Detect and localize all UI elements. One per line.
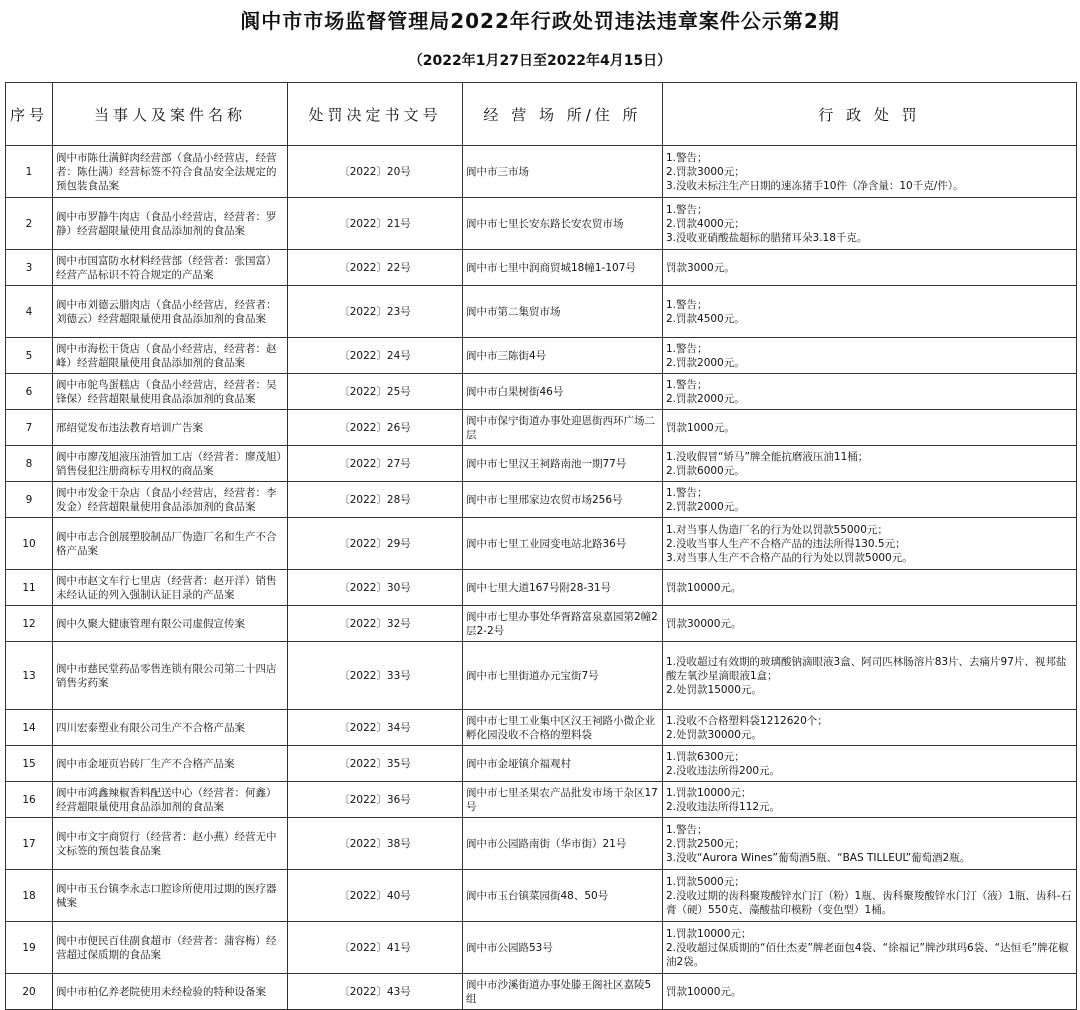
penalty-cell: [663, 146, 1077, 198]
penalty-cell: [663, 570, 1077, 606]
document-title: 阆中市市场监督管理局2022年行政处罚违法违章案件公示第2期: [240, 9, 840, 33]
row-number: 17: [6, 818, 53, 870]
row-number: 10: [6, 518, 53, 570]
case-name: 阆中市海松干货店（食品小经营店，经营者：赵峰）经营超限量使用食品添加剂的食品案: [53, 338, 288, 374]
case-name: 阆中久聚大健康管理有限公司虚假宣传案: [53, 606, 288, 642]
penalty-line: 罚款3000元。: [666, 261, 735, 274]
decision-number: 〔2022〕33号: [288, 642, 463, 710]
table-row: [6, 146, 1077, 198]
case-name: 阆中市国富防水材料经营部（经营者：张国富）经营产品标识不符合规定的产品案: [53, 250, 288, 286]
decision-number: 〔2022〕29号: [288, 518, 463, 570]
row-number: 19: [6, 922, 53, 974]
penalty-cell: [663, 710, 1077, 746]
header-no: 序号: [6, 83, 53, 146]
business-address: 阆中七里大道167号附28-31号: [463, 570, 663, 606]
business-address: 阆中市七里圣果农产品批发市场干杂区17号: [463, 782, 663, 818]
business-address: 阆中市七里办事处华胥路富泉嘉园第2幢2层2-2号: [463, 606, 663, 642]
penalty-line: 罚款10000元。: [666, 985, 742, 998]
case-name: 阆中市鸵鸟蛋糕店（食品小经营店，经营者：吴锋保）经营超限量使用食品添加剂的食品案: [53, 374, 288, 410]
penalty-line: 罚款1000元。: [666, 421, 735, 434]
penalty-cell: [663, 870, 1077, 922]
row-number: 15: [6, 746, 53, 782]
table-row: [6, 482, 1077, 518]
decision-number: 〔2022〕21号: [288, 198, 463, 250]
case-name: 阆中市廖茂旭液压油管加工店（经营者：廖茂旭）销售侵犯注册商标专用权的商品案: [53, 446, 288, 482]
table-row: [6, 710, 1077, 746]
penalty-line: 1.警告；: [666, 342, 708, 355]
row-number: 3: [6, 250, 53, 286]
decision-number: 〔2022〕30号: [288, 570, 463, 606]
business-address: 阆中市金垭镇介福观村: [463, 746, 663, 782]
decision-number: 〔2022〕25号: [288, 374, 463, 410]
penalty-line: 1.罚款5000元；: [666, 875, 745, 888]
penalty-cell: [663, 250, 1077, 286]
decision-number: 〔2022〕27号: [288, 446, 463, 482]
case-name: 阆中市陈仕满鲜肉经营部（食品小经营店，经营者：陈仕满）经营标签不符合食品安全法规定的预包装食品案: [53, 146, 288, 198]
penalty-cell: [663, 338, 1077, 374]
case-name: 阆中市赵文车行七里店（经营者：赵开洋）销售未经认证的列入强制认证目录的产品案: [53, 570, 288, 606]
penalty-line: 2.罚款3000元；: [666, 165, 745, 178]
penalty-line: 2.没收违法所得112元。: [666, 800, 781, 813]
case-name: 邢绍觉发布违法教育培训广告案: [53, 410, 288, 446]
business-address: 阆中市第二集贸市场: [463, 286, 663, 338]
case-name: 阆中市玉台镇李永志口腔诊所使用过期的医疗器械案: [53, 870, 288, 922]
business-address: 阆中市玉台镇菜园街48、50号: [463, 870, 663, 922]
header-party: 当事人及案件名称: [53, 83, 288, 146]
penalty-line: 3.对当事人生产不合格产品的行为处以罚款5000元。: [666, 551, 913, 564]
business-address: 阆中市三陈街4号: [463, 338, 663, 374]
case-name: 阆中市柏亿养老院使用未经检验的特种设备案: [53, 974, 288, 1010]
penalty-line: 罚款30000元。: [666, 617, 742, 630]
decision-number: 〔2022〕24号: [288, 338, 463, 374]
case-name: 阆中市罗静牛肉店（食品小经营店，经营者：罗静）经营超限量使用食品添加剂的食品案: [53, 198, 288, 250]
penalty-line: 1.没收假冒“矫马”牌全能抗磨液压油11桶；: [666, 450, 869, 463]
penalty-line: 1.罚款10000元；: [666, 927, 752, 940]
decision-number: 〔2022〕32号: [288, 606, 463, 642]
penalty-line: 2.罚款2500元；: [666, 837, 745, 850]
row-number: 13: [6, 642, 53, 710]
penalty-line: 罚款10000元。: [666, 581, 742, 594]
penalty-line: 1.警告；: [666, 378, 708, 391]
business-address: 阆中市七里长安东路长安农贸市场: [463, 198, 663, 250]
header-penalty: 行 政 处 罚: [663, 83, 1077, 146]
penalty-line: 1.警告；: [666, 203, 708, 216]
penalty-line: 2.没收当事人生产不合格产品的违法所得130.5元；: [666, 537, 906, 550]
penalty-table: [5, 82, 1077, 1010]
business-address: 阆中市七里街道办元宝街7号: [463, 642, 663, 710]
row-number: 9: [6, 482, 53, 518]
row-number: 4: [6, 286, 53, 338]
table-row: [6, 374, 1077, 410]
penalty-line: 2.没收违法所得200元。: [666, 764, 781, 777]
penalty-line: 1.没收超过有效期的玻璃酸钠滴眼液3盒、阿司匹林肠溶片83片、去痛片97片、视邦盐酸左氧沙星滴眼液1盒；: [666, 655, 1067, 682]
table-row: [6, 446, 1077, 482]
row-number: 11: [6, 570, 53, 606]
penalty-line: 2.罚款2000元。: [666, 392, 745, 405]
row-number: 6: [6, 374, 53, 410]
penalty-cell: [663, 482, 1077, 518]
decision-number: 〔2022〕35号: [288, 746, 463, 782]
row-number: 18: [6, 870, 53, 922]
business-address: 阆中市七里工业集中区汉王祠路小微企业孵化园没收不合格的塑料袋: [463, 710, 663, 746]
row-number: 12: [6, 606, 53, 642]
penalty-cell: [663, 818, 1077, 870]
business-address: 阆中市七里中润商贸城18幢1-107号: [463, 250, 663, 286]
penalty-line: 2.处罚款15000元。: [666, 683, 762, 696]
decision-number: 〔2022〕41号: [288, 922, 463, 974]
penalty-line: 2.没收过期的齿科聚羧酸锌水门汀（粉）1瓶、齿科聚羧酸锌水门汀（液）1瓶、齿科-石膏（硬）550克、藻酸盐印模粉（变色型）1桶。: [666, 889, 1072, 916]
decision-number: 〔2022〕40号: [288, 870, 463, 922]
case-name: 阆中市金垭页岩砖厂生产不合格产品案: [53, 746, 288, 782]
business-address: 阆中市七里汉王祠路南池一期77号: [463, 446, 663, 482]
penalty-line: 1.对当事人伪造厂名的行为处以罚款55000元；: [666, 523, 888, 536]
case-name: 阆中市鸿鑫辣椒香料配送中心（经营者：何鑫）经营超限量使用食品添加剂的食品案: [53, 782, 288, 818]
penalty-line: 2.罚款4000元；: [666, 217, 745, 230]
table-row: [6, 198, 1077, 250]
row-number: 16: [6, 782, 53, 818]
document-subtitle: （2022年1月27日至2022年4月15日）: [408, 53, 672, 69]
penalty-cell: [663, 922, 1077, 974]
business-address: 阆中市公园路南街（华市街）21号: [463, 818, 663, 870]
row-number: 1: [6, 146, 53, 198]
table-row: [6, 782, 1077, 818]
business-address: 阆中市七里工业园变电站北路36号: [463, 518, 663, 570]
business-address: 阆中市保宁街道办事处迎恩街西环广场二层: [463, 410, 663, 446]
header-decision-number: 处罚决定书文号: [288, 83, 463, 146]
penalty-line: 1.没收不合格塑料袋1212620个；: [666, 714, 828, 727]
decision-number: 〔2022〕26号: [288, 410, 463, 446]
penalty-line: 1.罚款6300元；: [666, 750, 745, 763]
decision-number: 〔2022〕20号: [288, 146, 463, 198]
penalty-cell: [663, 286, 1077, 338]
penalty-cell: [663, 374, 1077, 410]
penalty-line: 2.罚款6000元。: [666, 464, 745, 477]
decision-number: 〔2022〕23号: [288, 286, 463, 338]
row-number: 20: [6, 974, 53, 1010]
penalty-cell: [663, 746, 1077, 782]
table-body: [6, 146, 1077, 1010]
table-row: [6, 818, 1077, 870]
table-row: [6, 518, 1077, 570]
penalty-line: 1.警告；: [666, 823, 708, 836]
table-row: [6, 250, 1077, 286]
penalty-line: 2.罚款2000元。: [666, 356, 745, 369]
table-row: [6, 338, 1077, 374]
penalty-cell: [663, 606, 1077, 642]
case-name: 阆中市文宇商贸行（经营者：赵小燕）经营无中文标签的预包装食品案: [53, 818, 288, 870]
table-row: [6, 642, 1077, 710]
penalty-line: 3.没收“Aurora Wines”葡萄酒5瓶、“BAS TILLEUL”葡萄酒2瓶。: [666, 851, 971, 864]
penalty-line: 1.罚款10000元；: [666, 786, 752, 799]
decision-number: 〔2022〕36号: [288, 782, 463, 818]
case-name: 四川宏泰塑业有限公司生产不合格产品案: [53, 710, 288, 746]
row-number: 7: [6, 410, 53, 446]
penalty-line: 3.没收未标注生产日期的速冻猪手10件（净含量：10千克/件）。: [666, 179, 964, 192]
row-number: 2: [6, 198, 53, 250]
penalty-cell: [663, 782, 1077, 818]
business-address: 阆中市公园路53号: [463, 922, 663, 974]
decision-number: 〔2022〕38号: [288, 818, 463, 870]
table-row: [6, 922, 1077, 974]
case-name: 阆中市慈民堂药品零售连锁有限公司第二十四店销售劣药案: [53, 642, 288, 710]
penalty-line: 2.罚款2000元。: [666, 500, 745, 513]
table-row: [6, 410, 1077, 446]
case-name: 阆中市发金干杂店（食品小经营店，经营者：李发金）经营超限量使用食品添加剂的食品案: [53, 482, 288, 518]
business-address: 阆中市白果树街46号: [463, 374, 663, 410]
penalty-cell: [663, 974, 1077, 1010]
penalty-cell: [663, 410, 1077, 446]
penalty-cell: [663, 198, 1077, 250]
business-address: 阆中市沙溪街道办事处滕王阁社区嘉陵5组: [463, 974, 663, 1010]
table-row: [6, 606, 1077, 642]
penalty-line: 2.没收超过保质期的“佰仕杰麦”牌老面包4袋、“徐福记”牌沙琪玛6袋、“达恒毛”牌花椒油2袋。: [666, 941, 1069, 968]
decision-number: 〔2022〕22号: [288, 250, 463, 286]
decision-number: 〔2022〕43号: [288, 974, 463, 1010]
table-row: [6, 746, 1077, 782]
table-row: [6, 870, 1077, 922]
case-name: 阆中市刘德云腊肉店（食品小经营店，经营者：刘德云）经营超限量使用食品添加剂的食品案: [53, 286, 288, 338]
row-number: 14: [6, 710, 53, 746]
row-number: 8: [6, 446, 53, 482]
case-name: 阆中市便民百佳副食超市（经营者：蒲容梅）经营超过保质期的食品案: [53, 922, 288, 974]
penalty-line: 2.罚款4500元。: [666, 312, 745, 325]
penalty-cell: [663, 518, 1077, 570]
penalty-line: 1.警告；: [666, 486, 708, 499]
penalty-line: 2.处罚款30000元。: [666, 728, 762, 741]
penalty-line: 3.没收亚硝酸盐超标的腊猪耳朵3.18千克。: [666, 231, 868, 244]
penalty-cell: [663, 642, 1077, 710]
header-address: 经 营 场 所/住 所: [463, 83, 663, 146]
table-row: [6, 974, 1077, 1010]
row-number: 5: [6, 338, 53, 374]
penalty-cell: [663, 446, 1077, 482]
business-address: 阆中市七里邢家边农贸市场256号: [463, 482, 663, 518]
decision-number: 〔2022〕28号: [288, 482, 463, 518]
table-row: [6, 570, 1077, 606]
business-address: 阆中市三市场: [463, 146, 663, 198]
penalty-line: 1.警告；: [666, 298, 708, 311]
decision-number: 〔2022〕34号: [288, 710, 463, 746]
table-row: [6, 286, 1077, 338]
penalty-line: 1.警告；: [666, 151, 708, 164]
table-header-row: [6, 83, 1077, 146]
case-name: 阆中市志合创展塑胶制品厂伪造厂名和生产不合格产品案: [53, 518, 288, 570]
